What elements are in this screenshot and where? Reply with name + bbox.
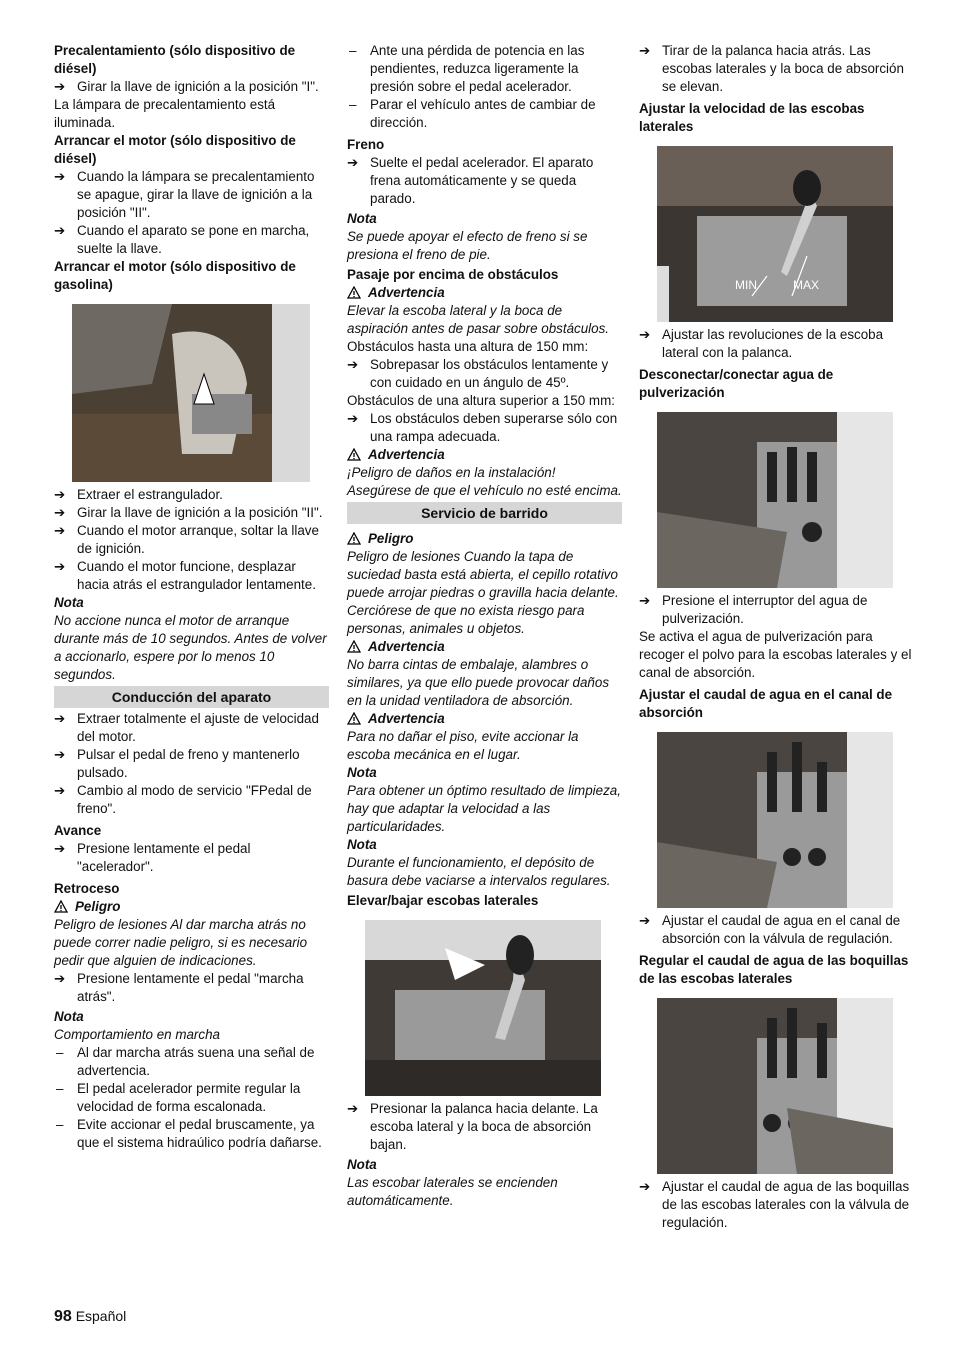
photo-choke bbox=[72, 304, 310, 482]
arrow-icon: ➔ bbox=[639, 913, 651, 928]
nozzle-valve-illustration bbox=[657, 998, 893, 1174]
step: ➔ Presione lentamente el pedal "marcha atrás". bbox=[54, 971, 304, 1004]
heading-obstacles: Pasaje por encima de obstáculos bbox=[347, 267, 559, 282]
warning-icon bbox=[347, 712, 361, 725]
step: ➔ Girar la llave de ignición a la posición "II". bbox=[54, 505, 323, 520]
note-text: Se puede apoyar el efecto de freno si se presiona el freno de pie. bbox=[347, 229, 588, 262]
heading-nozzle-water: Regular el caudal de agua de las boquillas de las escobas laterales bbox=[639, 953, 909, 986]
step: ➔ Ajustar el caudal de agua de las boquillas de las escobas laterales con la válvula de regulación. bbox=[639, 1179, 910, 1230]
warning-icon bbox=[347, 640, 361, 653]
arrow-icon: ➔ bbox=[639, 43, 651, 58]
arrow-icon: ➔ bbox=[54, 747, 66, 762]
danger-text: Peligro de lesiones Al dar marcha atrás no puede correr nadie peligro, si es necesario pedir que alguien de indicaciones. bbox=[54, 917, 308, 968]
heading-forward: Avance bbox=[54, 823, 102, 838]
step: ➔ Los obstáculos deben superarse sólo con una rampa adecuada. bbox=[347, 411, 618, 444]
note-label: Nota bbox=[347, 211, 377, 226]
danger-label: Peligro bbox=[347, 530, 622, 548]
arrow-icon: ➔ bbox=[347, 1101, 359, 1116]
warning-icon bbox=[347, 532, 361, 545]
arrow-icon: ➔ bbox=[54, 559, 66, 574]
arrow-icon: ➔ bbox=[54, 971, 66, 986]
warning-text: Para no dañar el piso, evite accionar la escoba mecánica en el lugar. bbox=[347, 729, 579, 762]
step: ➔ Extraer totalmente el ajuste de velocidad del motor. bbox=[54, 711, 319, 744]
warning-label: Advertencia bbox=[347, 284, 622, 302]
lever-illustration bbox=[365, 920, 601, 1096]
warning-label: Advertencia bbox=[347, 446, 622, 464]
note-label: Nota bbox=[347, 765, 377, 780]
step: ➔ Presionar la palanca hacia delante. La escoba lateral y la boca de absorción bajan. bbox=[347, 1101, 598, 1152]
note-text: No accione nunca el motor de arranque durante más de 10 segundos. Antes de volver a accionarlo, espere por lo menos 10 segundos. bbox=[54, 613, 327, 682]
photo-channel-valve bbox=[657, 732, 893, 908]
note-label: Nota bbox=[347, 1157, 377, 1172]
language-label: Español bbox=[75, 1308, 127, 1324]
arrow-icon: ➔ bbox=[54, 487, 66, 502]
heading-start-gasoline: Arrancar el motor (sólo dispositivo de gasolina) bbox=[54, 259, 296, 292]
step: ➔ Ajustar el caudal de agua en el canal de absorción con la válvula de regulación. bbox=[639, 913, 901, 946]
arrow-icon: ➔ bbox=[54, 523, 66, 538]
arrow-icon: ➔ bbox=[54, 223, 66, 238]
note-text: Las escobar laterales se encienden automáticamente. bbox=[347, 1175, 558, 1208]
heading-broom-speed: Ajustar la velocidad de las escobas laterales bbox=[639, 101, 865, 134]
step: ➔ Sobrepasar los obstáculos lentamente y con cuidado en un ángulo de 45º. bbox=[347, 357, 609, 390]
step: ➔ Cuando el aparato se pone en marcha, suelte la llave. bbox=[54, 223, 310, 256]
heading-reverse: Retroceso bbox=[54, 881, 120, 896]
note-label: Nota bbox=[347, 837, 377, 852]
page-footer bbox=[54, 1307, 126, 1326]
photo-lever-forward bbox=[365, 920, 601, 1096]
section-band-driving: Conducción del aparato bbox=[54, 686, 329, 708]
heading-spray-water: Desconectar/conectar agua de pulverización bbox=[639, 367, 834, 400]
step: ➔ Pulsar el pedal de freno y mantenerlo pulsado. bbox=[54, 747, 300, 780]
warning-text: Elevar la escoba lateral y la boca de aspiración antes de pasar sobre obstáculos. bbox=[347, 303, 610, 336]
photo-spray-switch bbox=[657, 412, 893, 588]
choke-illustration bbox=[72, 304, 310, 482]
heading-side-brooms: Elevar/bajar escobas laterales bbox=[347, 893, 539, 908]
heading-start-diesel: Arrancar el motor (sólo dispositivo de diésel) bbox=[54, 133, 296, 166]
note-label: Nota bbox=[54, 595, 84, 610]
step: ➔ Presione el interruptor del agua de pulverización. bbox=[639, 593, 868, 626]
arrow-icon: ➔ bbox=[54, 79, 66, 94]
arrow-icon: ➔ bbox=[639, 593, 651, 608]
warning-text: No barra cintas de embalaje, alambres o similares, ya que ello puede provocar daños en la unidad ventiladora de absorción. bbox=[347, 657, 610, 708]
heading-brake: Freno bbox=[347, 137, 385, 152]
photo-speed-lever bbox=[657, 146, 893, 322]
warning-text: ¡Peligro de daños en la instalación! Asegúrese de que el vehículo no esté encima. bbox=[347, 465, 622, 498]
paragraph: Obstáculos hasta una altura de 150 mm: bbox=[347, 339, 589, 354]
arrow-icon: ➔ bbox=[347, 357, 359, 372]
max-label: MAX bbox=[793, 278, 820, 292]
step: ➔ Cuando el motor arranque, soltar la llave de ignición. bbox=[54, 523, 319, 556]
spray-switch-illustration bbox=[657, 412, 893, 588]
column-2 bbox=[347, 42, 622, 1210]
arrow-icon: ➔ bbox=[347, 411, 359, 426]
step: ➔ Cambio al modo de servicio "FPedal de freno". bbox=[54, 783, 312, 816]
speed-lever-illustration bbox=[657, 146, 893, 322]
arrow-icon: ➔ bbox=[54, 169, 66, 184]
step: ➔ Ajustar las revoluciones de la escoba lateral con la palanca. bbox=[639, 327, 884, 360]
warning-icon bbox=[347, 448, 361, 461]
photo-nozzle-valve bbox=[657, 998, 893, 1174]
arrow-icon: ➔ bbox=[639, 1179, 651, 1194]
step: ➔ Girar la llave de ignición a la posición "I". bbox=[54, 79, 319, 94]
heading-preheating: Precalentamiento (sólo dispositivo de diésel) bbox=[54, 43, 296, 76]
arrow-icon: ➔ bbox=[54, 711, 66, 726]
danger-text: Peligro de lesiones Cuando la tapa de suciedad basta está abierta, el cepillo rotativo puede arrojar piedras o gravilla hacia delante. Cerciórese de que no exista riesgo para personas, animales u objetos. bbox=[347, 549, 619, 636]
note-label: Nota bbox=[54, 1009, 84, 1024]
warning-label: Advertencia bbox=[347, 638, 622, 656]
dash-item: – Ante una pérdida de potencia en las pendientes, reduzca ligeramente la presión sobre el pedal acelerador. bbox=[349, 43, 585, 94]
step: ➔ Presione lentamente el pedal "acelerador". bbox=[54, 841, 251, 874]
arrow-icon: ➔ bbox=[347, 155, 359, 170]
arrow-icon: ➔ bbox=[54, 505, 66, 520]
step: ➔ Suelte el pedal acelerador. El aparato frena automáticamente y se queda parado. bbox=[347, 155, 594, 206]
warning-icon bbox=[347, 286, 361, 299]
section-band-sweeping: Servicio de barrido bbox=[347, 502, 622, 524]
note-text: Para obtener un óptimo resultado de limpieza, hay que adaptar la velocidad a las particularidades. bbox=[347, 783, 621, 834]
dash-item: – El pedal acelerador permite regular la velocidad de forma escalonada. bbox=[56, 1081, 301, 1114]
warning-icon bbox=[54, 900, 68, 913]
dash-item: – Parar el vehículo antes de cambiar de dirección. bbox=[349, 97, 596, 130]
arrow-icon: ➔ bbox=[54, 783, 66, 798]
step: ➔ Cuando la lámpara se precalentamiento se apague, girar la llave de ignición a la posición "II". bbox=[54, 169, 315, 220]
dash-item: – Al dar marcha atrás suena una señal de advertencia. bbox=[56, 1045, 315, 1078]
column-1 bbox=[54, 42, 329, 1152]
paragraph: Se activa el agua de pulverización para recoger el polvo para la escobas laterales y el canal de absorción. bbox=[639, 629, 912, 680]
step: ➔ Cuando el motor funcione, desplazar hacia atrás el estrangulador lentamente. bbox=[54, 559, 316, 592]
paragraph: La lámpara de precalentamiento está iluminada. bbox=[54, 97, 276, 130]
note-text: Durante el funcionamiento, el depósito de basura debe vaciarse a intervalos regulares. bbox=[347, 855, 611, 888]
warning-label: Advertencia bbox=[347, 710, 622, 728]
channel-valve-illustration bbox=[657, 732, 893, 908]
arrow-icon: ➔ bbox=[54, 841, 66, 856]
step: ➔ Extraer el estrangulador. bbox=[54, 487, 223, 502]
danger-label: Peligro bbox=[54, 898, 329, 916]
min-label: MIN bbox=[735, 278, 757, 292]
column-3 bbox=[639, 42, 914, 1232]
heading-water-channel: Ajustar el caudal de agua en el canal de absorción bbox=[639, 687, 893, 720]
paragraph: Obstáculos de una altura superior a 150 mm: bbox=[347, 393, 615, 408]
arrow-icon: ➔ bbox=[639, 327, 651, 342]
page-number: 98 bbox=[54, 1308, 72, 1325]
note-subtitle: Comportamiento en marcha bbox=[54, 1027, 220, 1042]
dash-item: – Evite accionar el pedal bruscamente, ya que el sistema hidraúlico podría dañarse. bbox=[56, 1117, 322, 1150]
step: ➔ Tirar de la palanca hacia atrás. Las escobas laterales y la boca de absorción se elevan. bbox=[639, 43, 904, 94]
